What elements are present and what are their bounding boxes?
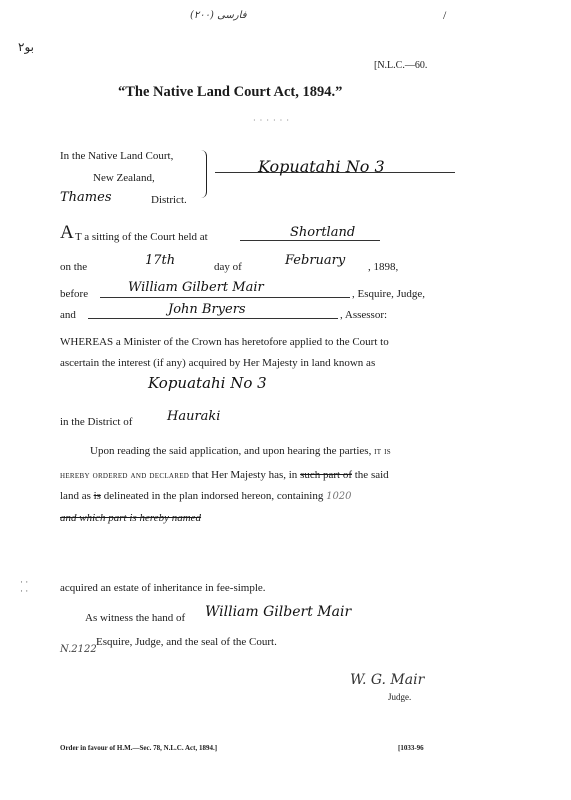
month-handwritten: February [285,253,346,268]
struck-which-part-line: and which part is hereby named [60,512,202,524]
form-reference: [N.L.C.—60. [374,60,428,71]
order-line-2 [60,469,389,481]
esquire-judge-label: , Esquire, Judge, [352,288,426,300]
order-line-2a: hereby ordered and declared [60,470,190,481]
struck-is: is [93,490,101,502]
district-label: District. [151,194,187,206]
witness-name-handwritten: William Gilbert Mair [205,604,352,620]
title-dots: · · · · · · [253,116,290,125]
document-title: “The Native Land Court Act, 1894.” [118,84,343,100]
page-mark: / [443,8,447,22]
signature: W. G. Mair [350,672,425,688]
district-of-label: in the District of [60,416,133,428]
order-line-1 [90,445,391,457]
judge-handwritten: William Gilbert Mair [128,280,264,295]
land-handwritten: Kopuatahi No 3 [148,374,267,392]
year-label: , 1898, [368,261,399,273]
whereas-line-2: ascertain the interest (if any) acquired by Her Majesty in land known as [60,357,376,369]
margin-dots: · · · · [20,577,29,596]
footer-right: [1033-96 [398,744,424,752]
margin-scribble-top: بو۲ [18,40,34,54]
order-line-1b: it is [374,446,391,457]
court-line: In the Native Land Court, [60,150,174,162]
assessor-rule [88,318,338,319]
and-label: and [60,309,76,321]
sitting-line: T a sitting of the Court held at [75,231,208,243]
order-line-3a: land as [60,490,91,502]
whereas-line-1: WHEREAS a Minister of the Crown has heretofore applied to the Court to [60,336,389,348]
struck-such-part: such part of [300,469,352,481]
order-line-2b: that Her Majesty has, in [191,469,298,481]
on-the-label: on the [60,261,88,273]
witness-prefix: As witness the hand of [85,612,186,624]
block-name-handwritten: Kopuatahi No 3 [258,157,385,176]
country-line: New Zealand, [93,172,155,184]
day-of-label: day of [214,261,242,273]
place-handwritten: Shortland [290,225,356,240]
fee-simple-line: acquired an estate of inheritance in fee-simple. [60,582,266,594]
assessor-label: , Assessor: [340,309,388,321]
place-rule [240,240,380,241]
caption-brace [198,150,207,198]
order-line-3b: delineated in the plan indorsed hereon, containing [103,490,324,502]
dropcap: A [60,222,74,243]
before-label: before [60,288,89,300]
order-line-1a: Upon reading the said application, and upon hearing the parties, [90,445,372,457]
judge-rule [100,297,350,298]
day-handwritten: 17th [145,253,176,268]
order-line-3 [60,490,352,502]
footer-left: Order in favour of H.M.—Sec. 78, N.L.C. Act, 1894.] [60,744,218,752]
area-handwritten: 1020 [326,491,352,502]
witness-line-2: Esquire, Judge, and the seal of the Court. [96,636,277,648]
order-line-2c: the said [354,469,389,481]
judge-label: Judge. [388,692,412,702]
margin-note: N.2122 [60,644,97,655]
hauraki-handwritten: Hauraki [167,409,221,424]
corner-scribble: فارسی (٢٠٠) [190,10,247,21]
assessor-handwritten: John Bryers [168,302,246,317]
district-handwritten: Thames [60,190,112,205]
